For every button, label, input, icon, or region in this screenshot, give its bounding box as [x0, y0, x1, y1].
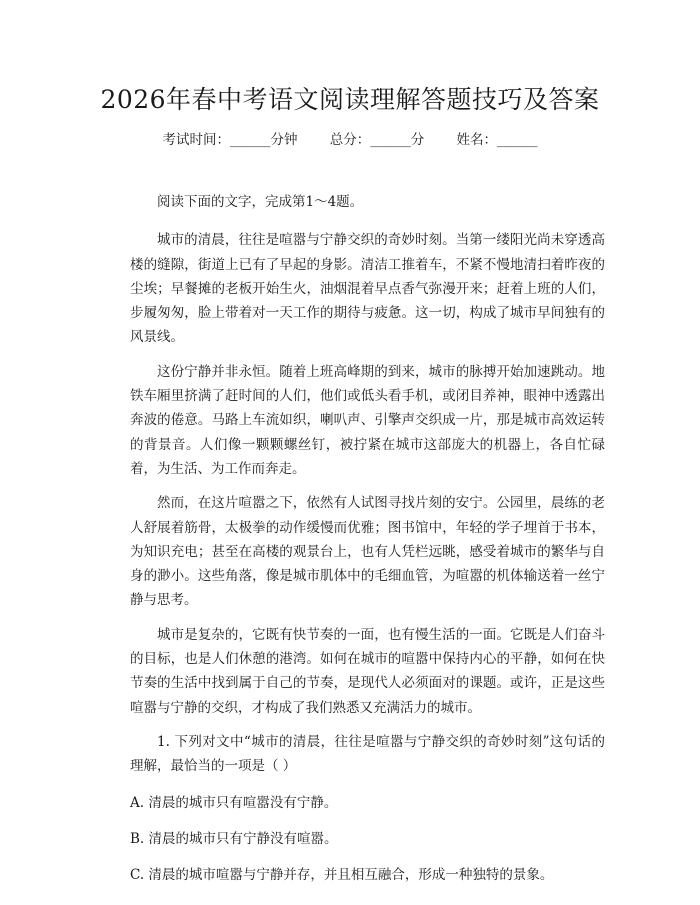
paragraph-3: 然而，在这片喧嚣之下，依然有人试图寻找片刻的安宁。公园里，晨练的老人舒展着筋骨，太极拳的动作缓慢而优雅；图书馆中，年轻的学子埋首于书本，为知识充电；甚至在高楼的观景台上，也有人凭栏远眺，感受着城市的繁华与自身的渺小。这些角落，像是城市肌体中的毛细血管，为喧嚣的机体输送着一丝宁静与思考。: [130, 495, 605, 609]
paragraph-2: 这份宁静并非永恒。随着上班高峰期的到来，城市的脉搏开始加速跳动。地铁车厢里挤满了赶时间的人们，他们或低头看手机，或闭目养神，眼神中透露出奔波的倦意。马路上车流如织，喇叭声、引擎声交织成一片，那是城市高效运转的背景音。人们像一颗颗螺丝钉，被拧紧在城市这部庞大的机器上，各自忙碌着，为生活、为工作而奔走。: [130, 363, 605, 477]
instruction: 阅读下面的文字，完成第1～4题。: [157, 194, 364, 210]
option-b: B. 清晨的城市只有宁静没有喧嚣。: [130, 830, 338, 847]
option-a: A. 清晨的城市只有喧嚣没有宁静。: [130, 794, 338, 811]
exam-name: 姓名：______: [456, 132, 538, 148]
document-title: 2026年春中考语文阅读理解答题技巧及答案: [100, 85, 600, 114]
paragraph-1: 城市的清晨，往往是喧嚣与宁静交织的奇妙时刻。当第一缕阳光尚未穿透高楼的缝隙，街道上已有了早起的身影。清洁工推着车，不紧不慢地清扫着昨夜的尘埃；早餐摊的老板开始生火，油烟混着早点香气弥漫开来；赶着上班的人们，步履匆匆，脸上带着对一天工作的期待与疲惫。这一切，构成了城市早间独有的风景线。: [130, 232, 605, 346]
option-c: C. 清晨的城市喧嚣与宁静并存，并且相互融合，形成一种独特的景象。: [130, 867, 554, 884]
exam-score: 总分：______分: [329, 132, 425, 148]
exam-info: [0, 130, 700, 150]
paragraph-4: 城市是复杂的，它既有快节奏的一面，也有慢生活的一面。它既是人们奋斗的目标，也是人们休憩的港湾。如何在城市的喧嚣中保持内心的平静，如何在快节奏的生活中找到属于自己的节奏，是现代人必须面对的课题。或许，正是这些喧嚣与宁静的交织，才构成了我们熟悉又充满活力的城市。: [130, 626, 605, 716]
reading-content: [130, 190, 605, 899]
question-1: 1. 下列对文中“城市的清晨，往往是喧嚣与宁静交织的奇妙时刻”这句话的理解，最恰当的一项是（ ）: [130, 733, 605, 775]
exam-time: 考试时间：______分钟: [162, 132, 298, 148]
